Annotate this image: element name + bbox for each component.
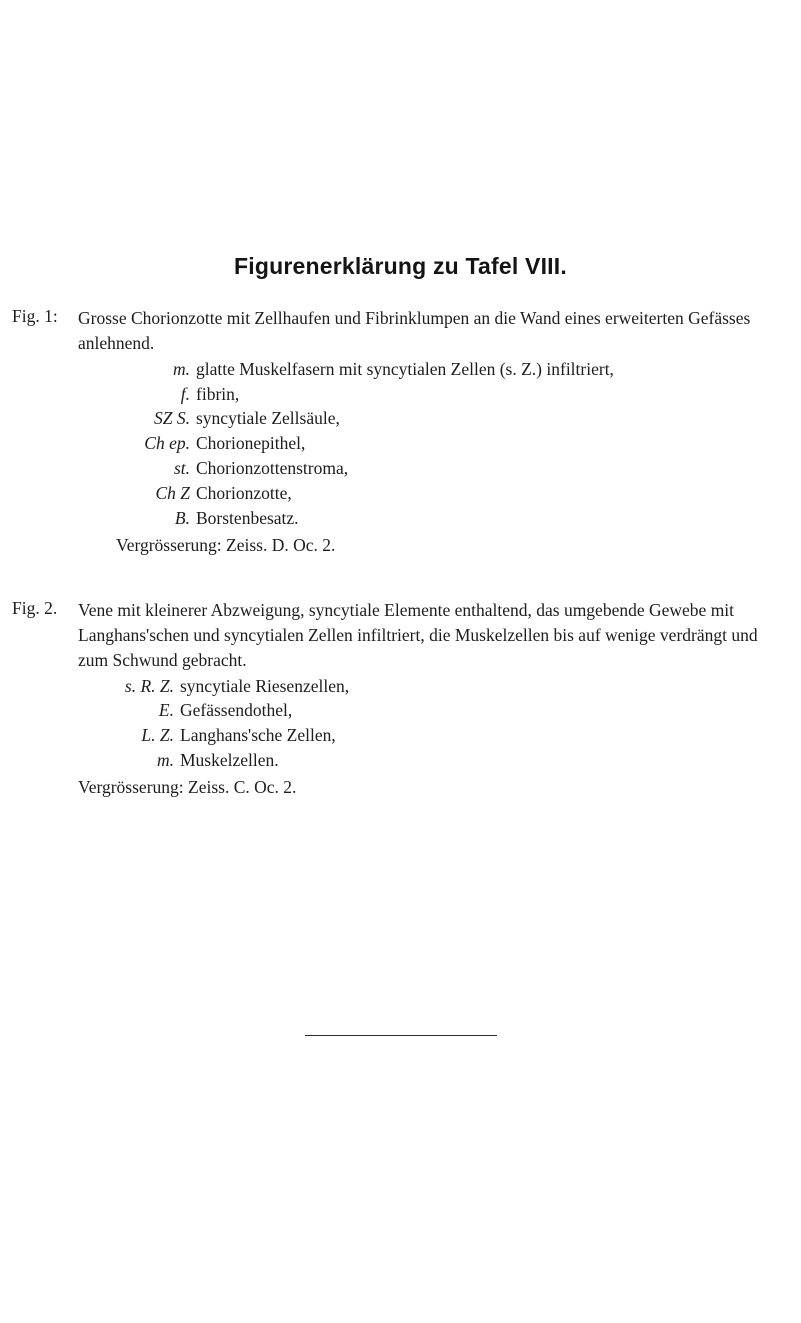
- legend-value: syncytiale Zellsäule,: [196, 408, 340, 429]
- legend-key: Ch ep.: [144, 433, 190, 454]
- legend-item: [78, 748, 783, 773]
- legend-key: m.: [156, 750, 174, 771]
- legend-key: Ch Z: [155, 482, 190, 503]
- legend-key: st.: [173, 458, 190, 479]
- legend-key: B.: [174, 507, 190, 528]
- horizontal-rule: [305, 1035, 497, 1036]
- legend-item: [78, 357, 783, 382]
- figure-2-legend-list: [78, 674, 783, 773]
- legend-item: [78, 506, 783, 531]
- legend-value: Chorionepithel,: [196, 433, 306, 454]
- legend-value: Gefässendothel,: [180, 700, 293, 721]
- legend-item: [78, 431, 783, 456]
- legend-value: fibrin,: [196, 383, 240, 404]
- legend-value: Borstenbesatz.: [196, 507, 299, 528]
- figure-1-description: Grosse Chorionzotte mit Zellhaufen und Fibrinklumpen an die Wand eines erweiterten Gefässes anlehnend.: [78, 308, 751, 353]
- legend-value: Langhans'sche Zellen,: [180, 725, 336, 746]
- legend-key: E.: [158, 700, 174, 721]
- legend-value: Chorionzotte,: [196, 482, 292, 503]
- legend-item: [78, 481, 783, 506]
- legend-key: L. Z.: [141, 725, 174, 746]
- legend-value: glatte Muskelfasern mit syncytialen Zellen (s. Z.) infiltriert,: [196, 358, 614, 379]
- figure-entry-1: [12, 306, 783, 557]
- legend-value: Chorionzottenstroma,: [196, 458, 349, 479]
- legend-value: syncytiale Riesenzellen,: [180, 675, 350, 696]
- figure-entry-2: [12, 598, 783, 800]
- legend-key: SZ S.: [154, 408, 190, 429]
- figure-1-magnification: Vergrösserung: Zeiss. D. Oc. 2.: [116, 534, 336, 555]
- figure-2-magnification: Vergrösserung: Zeiss. C. Oc. 2.: [78, 776, 297, 797]
- legend-key: f.: [180, 383, 190, 404]
- legend-key: m.: [172, 358, 190, 379]
- legend-value: Muskelzellen.: [180, 750, 279, 771]
- figure-2-description: Vene mit kleinerer Abzweigung, syncytiale Elemente enthaltend, das umgebende Gewebe mit Langhans'schen und syncytialen Zellen infiltriert, die Muskelzellen bis auf wenige verdrängt und zum Schwund gebracht.: [78, 600, 758, 670]
- legend-item: [78, 406, 783, 431]
- legend-key: s. R. Z.: [124, 675, 174, 696]
- page-title: Figurenerklärung zu Tafel VIII.: [234, 253, 567, 279]
- figure-2-label: Fig. 2.: [12, 598, 58, 618]
- legend-item: [78, 382, 783, 407]
- legend-item: [78, 456, 783, 481]
- legend-item: [78, 698, 783, 723]
- legend-item: [78, 723, 783, 748]
- figure-1-label: Fig. 1:: [12, 306, 58, 326]
- legend-item: [78, 674, 783, 699]
- figure-1-legend-list: [78, 357, 783, 531]
